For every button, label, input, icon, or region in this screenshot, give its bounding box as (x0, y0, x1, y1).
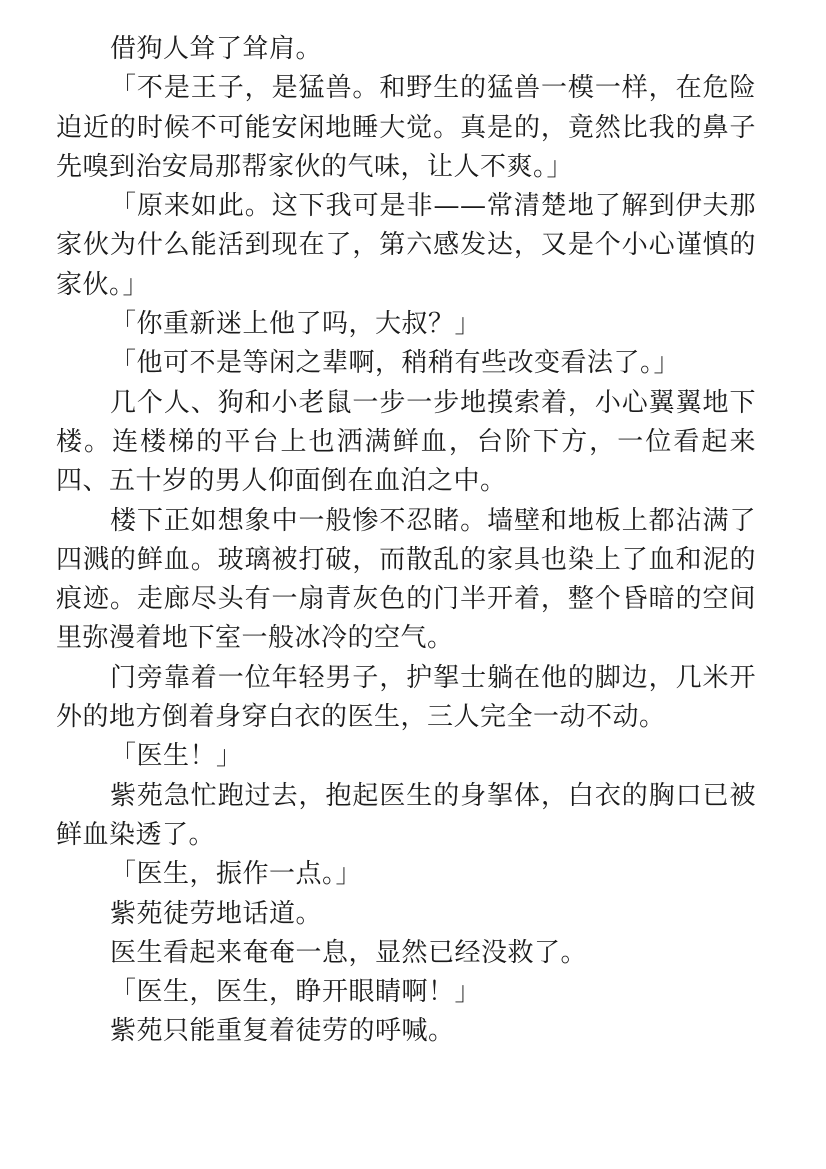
page-body (56, 30, 756, 1052)
paragraph: 几个人、狗和小老鼠一步一步地摸索着，小心翼翼地下楼。连楼梯的平台上也洒满鲜血，台阶下方，一位看起来四、五十岁的男人仰面倒在血泊之中。 (56, 387, 756, 497)
paragraph: 「医生！」 (110, 741, 243, 772)
paragraph: 「医生，振作一点。」 (110, 859, 363, 890)
paragraph: 医生看起来奄奄一息，显然已经没救了。 (110, 937, 588, 968)
paragraph: 「医生，医生，睁开眼睛啊！」 (110, 977, 482, 1008)
paragraph: 借狗人耸了耸肩。 (110, 34, 323, 64)
paragraph: 楼下正如想象中一般惨不忍睹。墙壁和地板上都沾满了四溅的鲜血。玻璃被打破，而散乱的家具也染上了血和泥的痕迹。走廊尽头有一扇青灰色的门半开着，整个昏暗的空间里弥漫着地下室一般冰冷的空气。 (56, 505, 756, 654)
paragraph: 紫苑只能重复着徒劳的呼喊。 (110, 1016, 455, 1047)
paragraph: 紫苑徒劳地话道。 (110, 898, 323, 929)
paragraph: 「不是王子，是猛兽。和野生的猛兽一模一样，在危险迫近的时候不可能安闲地睡大觉。真是的，竟然比我的鼻子先嗅到治安局那帮家伙的气味，让人不爽。」 (56, 73, 756, 182)
paragraph: 「原来如此。这下我可是非——常清楚地了解到伊夫那家伙为什么能活到现在了，第六感发达，又是个小心谨慎的家伙。」 (56, 191, 756, 300)
paragraph: 「他可不是等闲之辈啊，稍稍有些改变看法了。」 (110, 348, 681, 379)
paragraph: 紫苑急忙跑过去，抱起医生的身挐体，白衣的胸口已被鲜血染透了。 (56, 780, 756, 850)
paragraph: 「你重新迷上他了吗，大叔？」 (110, 309, 482, 340)
paragraph: 门旁靠着一位年轻男子，护挐士躺在他的脚边，几米开外的地方倒着身穿白衣的医生，三人完全一动不动。 (56, 662, 756, 733)
